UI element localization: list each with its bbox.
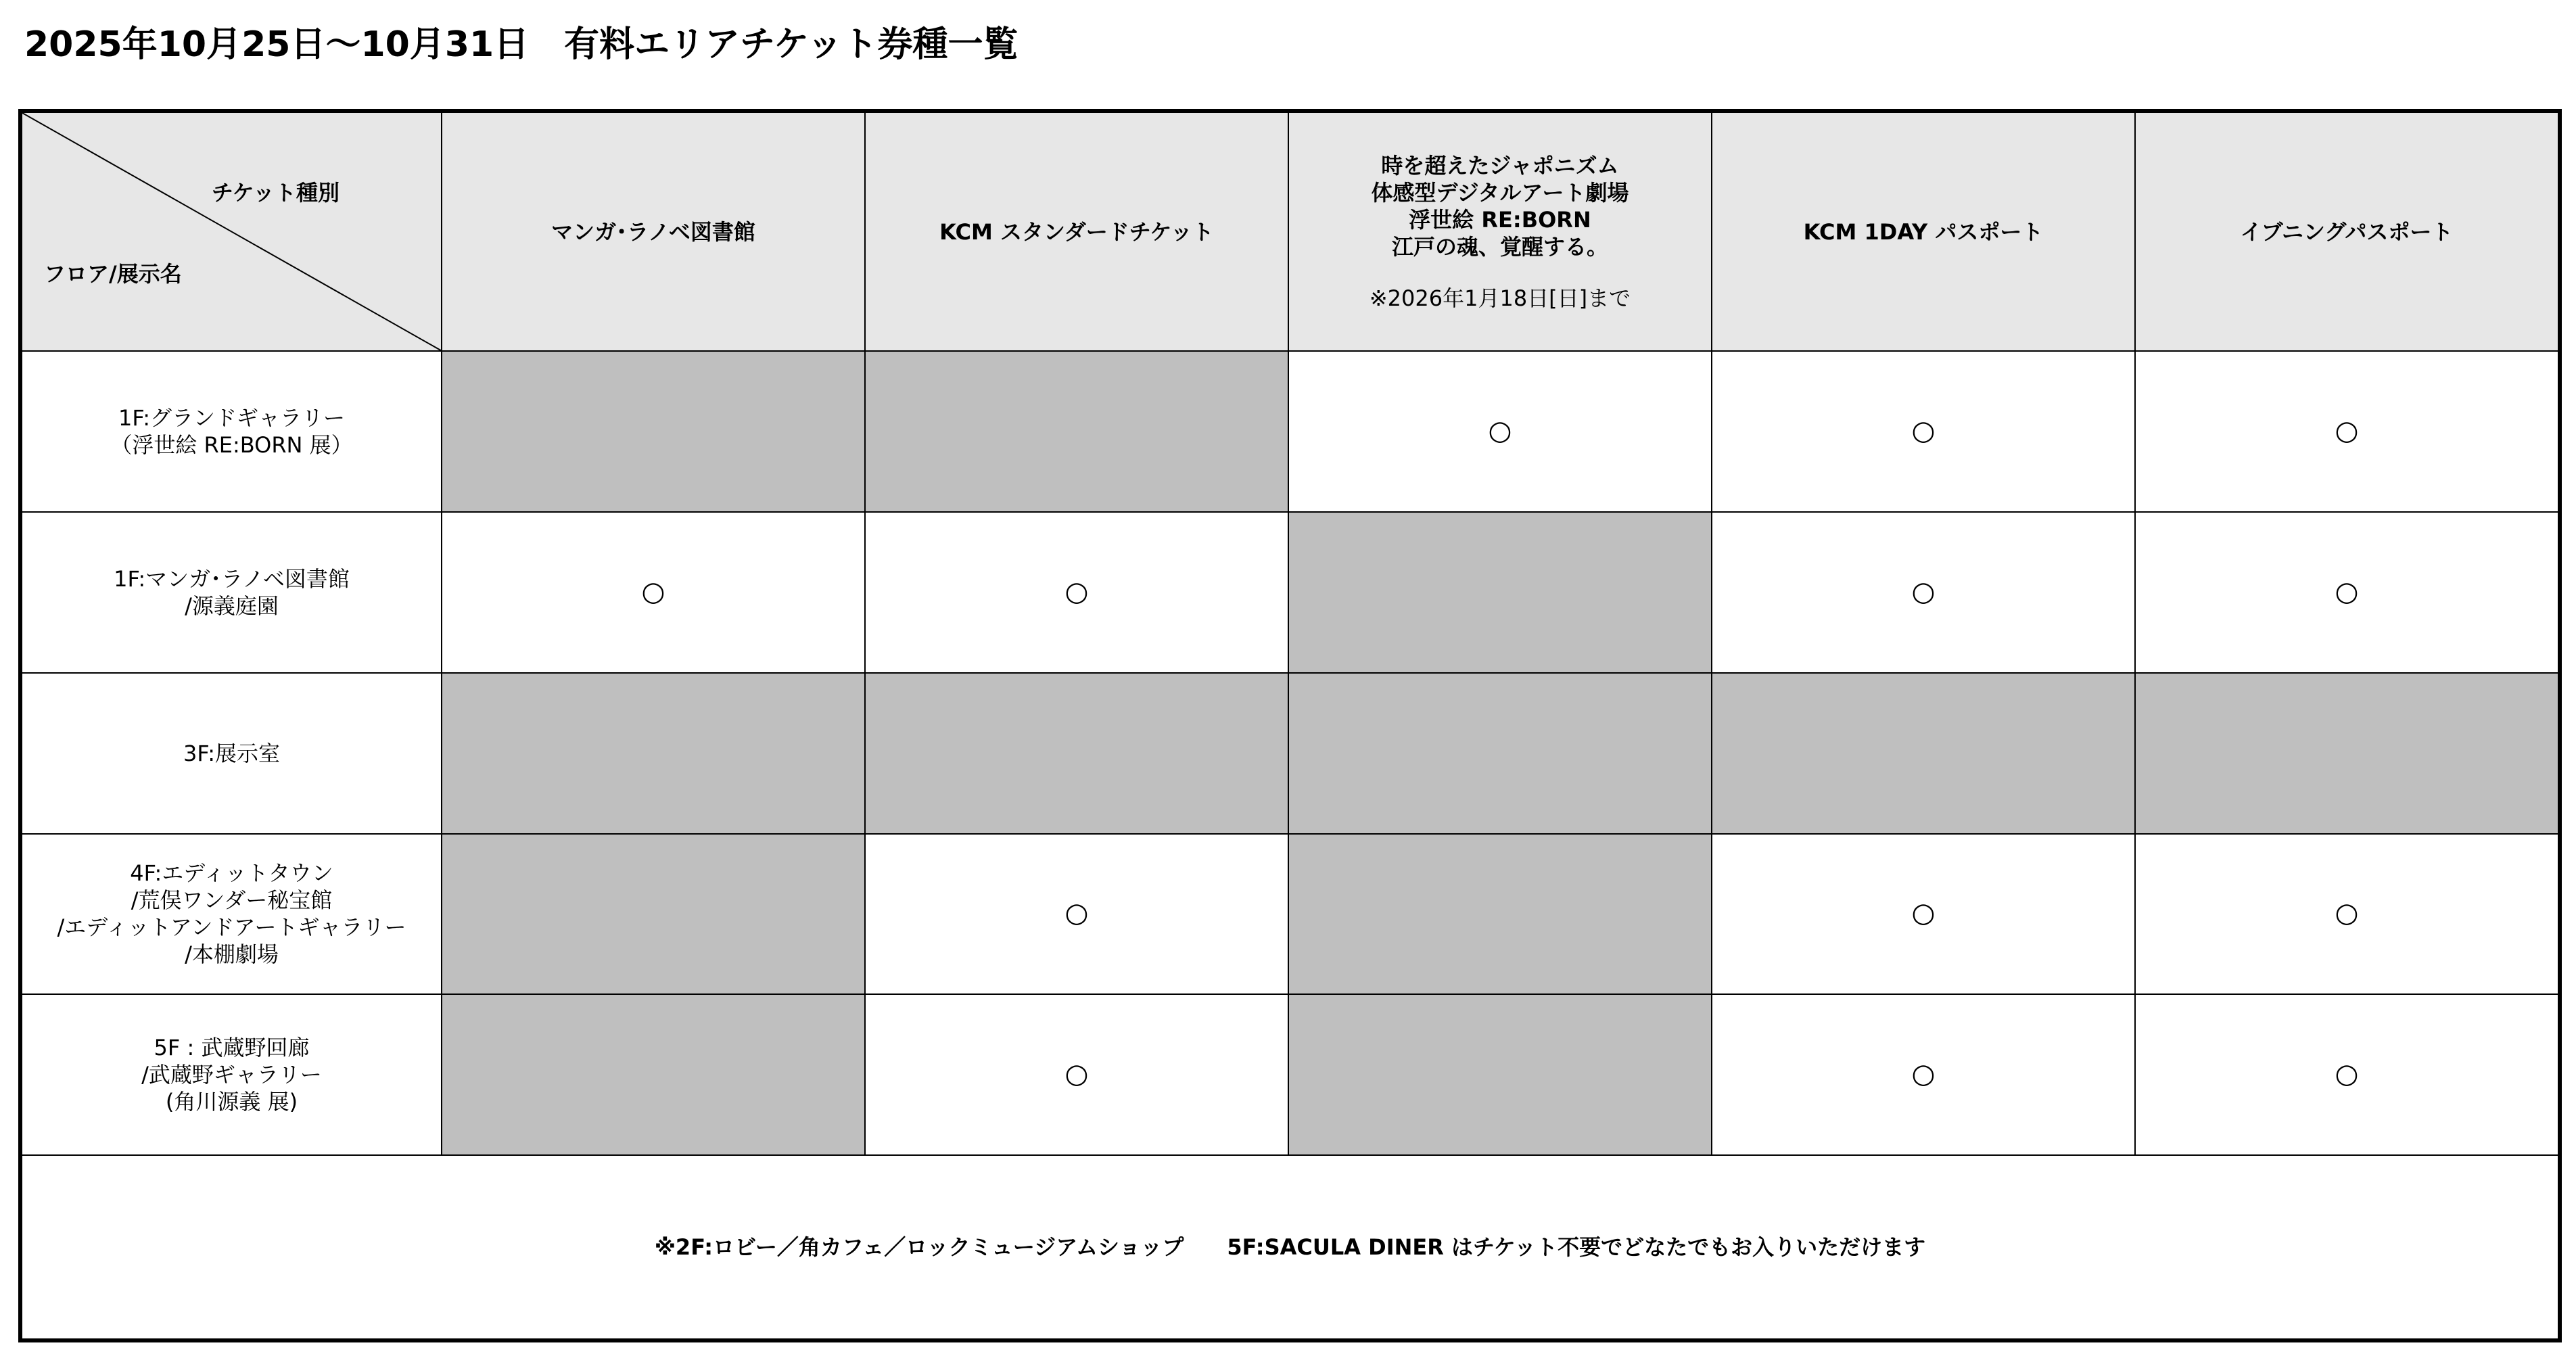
availability-cell-included: [865, 994, 1288, 1155]
corner-ticket-type-label: チケット種別: [211, 180, 339, 206]
floor-exhibit-line: /本棚劇場: [185, 941, 279, 968]
floor-exhibit-line: (角川源義 展): [165, 1089, 298, 1115]
ticket-type-table: [18, 109, 2562, 1342]
floor-exhibit-line: 5F : 武蔵野回廊: [154, 1035, 310, 1061]
column-header: [442, 111, 865, 351]
ticket-type-name: イブニングパスポート: [2240, 218, 2454, 245]
footer-row: [20, 1155, 2560, 1340]
ticket-type-name: 時を超えたジャポニズム: [1381, 152, 1619, 179]
availability-cell-included: [865, 512, 1288, 673]
column-header: [2135, 111, 2560, 351]
table-row: [20, 994, 2560, 1155]
floor-exhibit-line: 1F:マンガ･ラノベ図書館: [114, 565, 350, 592]
table-row: [20, 512, 2560, 673]
availability-cell-included: [1712, 351, 2135, 512]
column-header: [1712, 111, 2135, 351]
floor-exhibit-name: [20, 834, 442, 995]
availability-cell-included: [1712, 994, 2135, 1155]
included-circle-mark: ○: [1488, 415, 1512, 447]
floor-exhibit-line: （浮世絵 RE:BORN 展）: [110, 432, 353, 459]
floor-exhibit-line: 3F:展示室: [183, 740, 281, 766]
availability-cell-not-included: [865, 673, 1288, 834]
availability-cell-not-included: [1288, 834, 1712, 995]
included-circle-mark: ○: [2335, 1058, 2359, 1090]
availability-cell-not-included: [1288, 673, 1712, 834]
table-row: [20, 834, 2560, 995]
floor-exhibit-name: [20, 512, 442, 673]
ticket-type-name: 浮世絵 RE:BORN: [1409, 206, 1591, 233]
floor-exhibit-line: /源義庭園: [185, 592, 279, 619]
page-title: 2025年10月25日～10月31日 有料エリアチケット券種一覧: [24, 24, 1018, 65]
floor-exhibit-line: 4F:エディットタウン: [130, 860, 333, 887]
included-circle-mark: ○: [2335, 576, 2359, 607]
availability-cell-not-included: [442, 351, 865, 512]
ticket-type-note: ※2026年1月18日[日]まで: [1369, 285, 1631, 311]
availability-cell-not-included: [2135, 673, 2560, 834]
column-header: [1288, 111, 1712, 351]
availability-cell-included: [2135, 994, 2560, 1155]
included-circle-mark: ○: [1064, 576, 1089, 607]
floor-exhibit-name: [20, 673, 442, 834]
availability-cell-not-included: [1288, 994, 1712, 1155]
footer-note: ※2F:ロビー／角カフェ／ロックミュージアムショップ 5F:SACULA DINER はチケット不要でどなたでもお入りいただけます: [20, 1155, 2560, 1340]
included-circle-mark: ○: [1064, 897, 1089, 929]
corner-header-cell: [20, 111, 442, 351]
included-circle-mark: ○: [1911, 1058, 1936, 1090]
availability-cell-not-included: [442, 834, 865, 995]
floor-exhibit-line: /荒俣ワンダー秘宝館: [131, 887, 333, 914]
ticket-type-name: KCM 1DAY パスポート: [1803, 218, 2044, 245]
floor-exhibit-line: /武蔵野ギャラリー: [141, 1062, 322, 1088]
ticket-type-name: マンガ･ラノベ図書館: [551, 218, 755, 245]
availability-cell-included: [1712, 834, 2135, 995]
column-header: [865, 111, 1288, 351]
included-circle-mark: ○: [1911, 897, 1936, 929]
included-circle-mark: ○: [641, 576, 665, 607]
table-row: [20, 673, 2560, 834]
availability-cell-included: [442, 512, 865, 673]
included-circle-mark: ○: [2335, 897, 2359, 929]
ticket-type-name: 体感型デジタルアート劇場: [1371, 179, 1629, 206]
included-circle-mark: ○: [2335, 415, 2359, 447]
table-header-row: [20, 111, 2560, 351]
availability-cell-not-included: [442, 673, 865, 834]
availability-cell-included: [2135, 512, 2560, 673]
floor-exhibit-name: [20, 351, 442, 512]
availability-cell-not-included: [442, 994, 865, 1155]
included-circle-mark: ○: [1911, 576, 1936, 607]
ticket-type-name: KCM スタンダードチケット: [939, 218, 1214, 245]
availability-cell-not-included: [1288, 512, 1712, 673]
availability-cell-included: [2135, 834, 2560, 995]
availability-cell-included: [1712, 512, 2135, 673]
availability-cell-included: [1288, 351, 1712, 512]
availability-cell-included: [2135, 351, 2560, 512]
availability-cell-not-included: [1712, 673, 2135, 834]
corner-floor-label: フロア/展示名: [44, 261, 182, 287]
floor-exhibit-line: 1F:グランドギャラリー: [118, 405, 346, 431]
availability-cell-not-included: [865, 351, 1288, 512]
ticket-type-name: 江戸の魂、覚醒する。: [1391, 233, 1608, 260]
table-row: [20, 351, 2560, 512]
included-circle-mark: ○: [1911, 415, 1936, 447]
floor-exhibit-line: /エディットアンドアートギャラリー: [57, 914, 406, 941]
floor-exhibit-name: [20, 994, 442, 1155]
availability-cell-included: [865, 834, 1288, 995]
included-circle-mark: ○: [1064, 1058, 1089, 1090]
diagonal-divider: [22, 113, 441, 350]
